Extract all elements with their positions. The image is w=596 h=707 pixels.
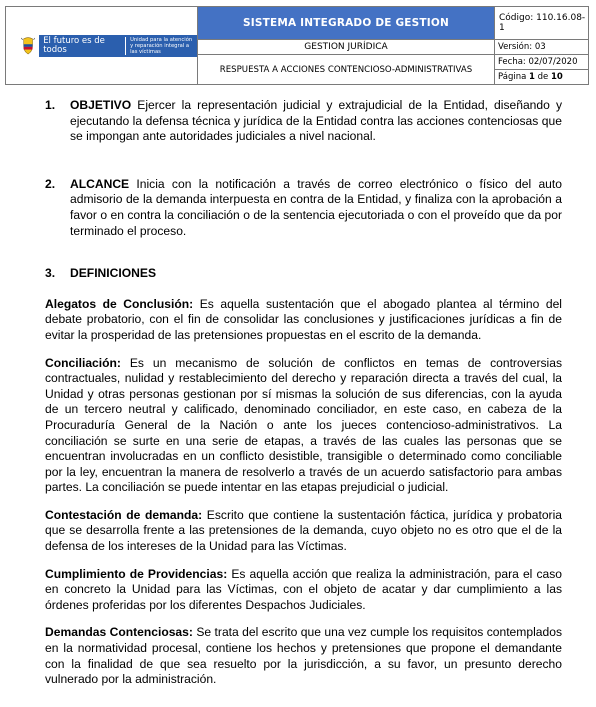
definition-text: Es un mecanismo de solución de conflictos en temas de controversias contractuales, nulidad y restablecimiento del derecho y reparación directa a través del cual, la Unidad y otras personas gestionan por sí mismas la solución de sus diferencias, con la ayuda de un tercero neutral y calificado, denominado conciliador, en este caso, en cabeza de la Procuraduría General de la Nación o ante los jueces contencioso-administrativos. La conciliación se surte en una serie de etapas, a través de las cuales las personas que se encuentran involucradas en un conflicto desistible, transigible o determinado como conciliable por la ley, encuentran la manera de resolverlo a través de un acuerdo satisfactorio para ambas partes. La conciliación se puede intentar en las etapas prejudicial o judicial. <box>45 355 562 495</box>
section-number: 1. <box>45 98 56 112</box>
section-paragraph <box>70 177 562 239</box>
definition-text: Es aquella acción que realiza la administración, para el caso en concreto la Unidad para las Víctimas, con el objeto de acatar y dar cumplimiento a las órdenes proferidas por los diferentes Despachos Judiciales. <box>45 566 562 612</box>
page-label: Página <box>498 72 530 82</box>
page-current: 1 <box>529 72 535 82</box>
page-of: de <box>534 72 551 82</box>
definition-term: Cumplimiento de Providencias: <box>45 566 228 581</box>
definition-text: Se trata del escrito que una vez cumple los requisitos contemplados en la normatividad procesal, contiene los hechos y pretensiones que propone el demandante con la finalidad de que sea resuelto por la jurisdicción, a su favor, un presunto derecho vulnerado por la administración. <box>45 625 562 687</box>
definition-conciliacion <box>45 356 562 496</box>
document-version: Versión: 03 <box>495 40 589 55</box>
definition-term: Demandas Contenciosas: <box>45 625 193 640</box>
page-indicator <box>495 70 589 85</box>
logo-cell <box>6 7 198 85</box>
definition-alegatos <box>45 297 562 344</box>
logo-slogan: El futuro es de todos <box>39 37 126 55</box>
section-paragraph <box>70 266 562 282</box>
definition-term: Contestación de demanda: <box>45 507 203 522</box>
section-paragraph <box>70 98 562 145</box>
section-heading: DEFINICIONES <box>70 266 157 281</box>
section-heading: OBJETIVO <box>70 98 132 112</box>
section-number: 3. <box>45 266 56 281</box>
section-text: Ejercer la representación judicial y extrajudicial de la Entidad, diseñando y ejecutando la defensa técnica y jurídica de la Entidad contra las acciones contenciosas que se impongan ante autoridades judiciales a nivel nacional. <box>70 98 562 144</box>
system-title: SISTEMA INTEGRADO DE GESTION <box>198 7 495 40</box>
page-total: 10 <box>550 72 563 82</box>
section-definiciones <box>45 266 562 282</box>
section-text: Inicia con la notificación a través de correo electrónico o físico del auto admisorio de la demanda interpuesta en contra de la Entidad, y finaliza con la aprobación a favor o en contra la conciliación o de la sentencia ejecutoriada o con el proveído que da por terminado el proceso. <box>70 176 562 238</box>
section-number: 2. <box>45 176 56 191</box>
definition-term: Alegatos de Conclusión: <box>45 296 194 311</box>
section-objetivo <box>45 98 562 145</box>
section-heading: ALCANCE <box>70 176 130 191</box>
logo-unit-name: Unidad para la atención y reparación integral a las víctimas <box>130 36 193 55</box>
definition-text: Escrito que contiene la sustentación fáctica, jurídica y probatoria que se desarrolla frente a las pretensiones de la demanda, cuyo objeto no es otro que el de la defensa de los intereses de la Unidad para las Víctimas. <box>45 507 562 554</box>
document-header <box>5 6 589 85</box>
definition-text: Es aquella sustentación que el abogado plantea al término del debate probatorio, con el fin de consolidar las conclusiones y justificaciones jurídicas a fin de evitar la prosperidad de las pretensiones propuestas en el escrito de la demanda. <box>45 296 562 342</box>
section-alcance <box>45 177 562 239</box>
area-name: GESTION JURÍDICA <box>198 40 495 55</box>
definition-demandas <box>45 625 562 687</box>
logo-banner <box>39 35 197 57</box>
colombia-seal-icon <box>21 35 35 57</box>
document-body <box>45 98 562 688</box>
definition-term: Conciliación: <box>45 355 121 370</box>
institution-logo <box>6 7 197 84</box>
definition-cumplimiento <box>45 567 562 614</box>
document-title: RESPUESTA A ACCIONES CONTENCIOSO-ADMINISTRATIVAS <box>198 55 495 85</box>
definition-contestacion <box>45 508 562 555</box>
document-date: Fecha: 02/07/2020 <box>495 55 589 70</box>
document-code: Código: 110.16.08-1 <box>495 7 589 40</box>
